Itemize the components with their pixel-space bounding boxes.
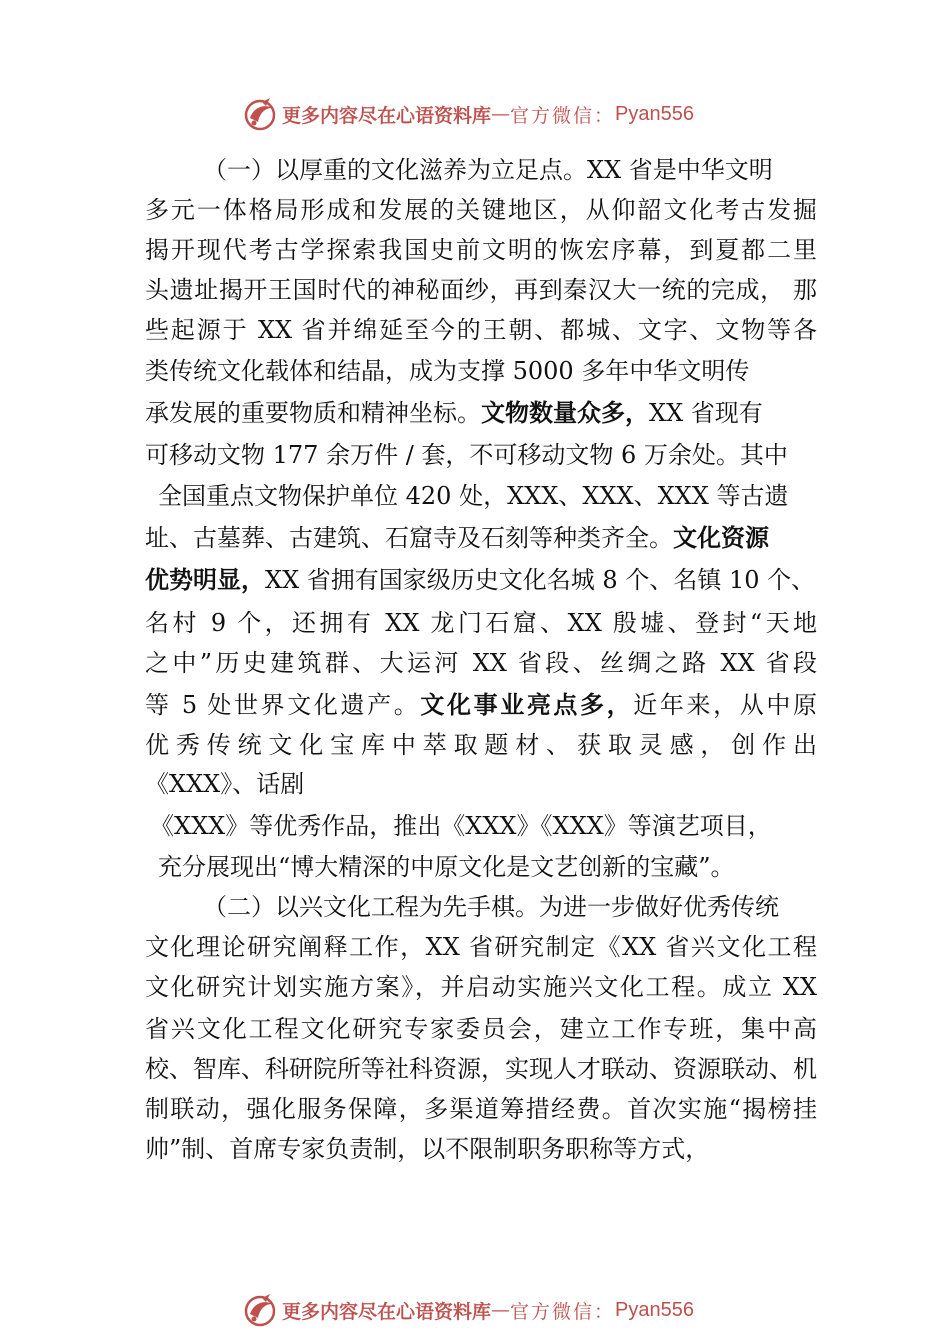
text-line: 优秀传统文化宝库中萃取题材、获取灵感，创作出	[145, 731, 817, 759]
text-line: 全国重点文物保护单位 420 处，XXX、XXX、XXX 等古遗	[158, 482, 789, 510]
text-run: 承发展的重要物质和精神坐标。	[145, 399, 481, 427]
text-line: （二）以兴文化工程为先手棋。为进一步做好优秀传统	[203, 893, 779, 921]
text-line: 文化理论研究阐释工作，XX 省研究制定《XX 省兴文化工程	[145, 933, 817, 961]
text-line: 之中”历史建筑群、大运河 XX 省段、丝绸之路 XX 省段	[145, 649, 817, 677]
text-line	[145, 398, 763, 430]
text-line: 《XXX》、话剧	[145, 770, 305, 798]
header-banner	[242, 94, 762, 134]
text-line: 制联动，强化服务保障，多渠道筹措经费。首次实施“揭榜挂	[145, 1095, 817, 1123]
text-line	[145, 690, 817, 722]
library-logo-icon	[242, 96, 278, 132]
banner-separator: —	[491, 1299, 511, 1321]
text-run: 址、古墓葬、古建筑、石窟寺及石刻等种类齐全。	[145, 524, 673, 552]
bold-heading: 文化资源	[673, 524, 769, 552]
bold-heading: 文物数量众多，	[481, 399, 649, 427]
text-line: 揭开现代考古学探索我国史前文明的恢宏序幕，到夏都二里	[145, 236, 817, 264]
text-run: XX 省现有	[649, 399, 763, 427]
banner-wechat-id: Pyan556	[615, 1298, 694, 1321]
text-line: 可移动文物 177 余万件 / 套，不可移动文物 6 万余处。其中	[145, 441, 788, 469]
text-line: 省兴文化工程文化研究专家委员会，建立工作专班，集中高	[145, 1015, 817, 1043]
text-line: 名村 9 个，还拥有 XX 龙门石窟、XX 殷墟、登封“天地	[145, 609, 817, 637]
text-line: 校、智库、科研院所等社科资源，实现人才联动、资源联动、机	[145, 1055, 817, 1083]
banner-separator: —	[491, 103, 511, 125]
banner-site-text: 更多内容尽在心语资料库	[282, 1300, 492, 1323]
banner-site-text: 更多内容尽在心语资料库	[282, 104, 492, 127]
text-line: 帅”制、首席专家负责制，以不限制职务职称等方式，	[145, 1135, 710, 1163]
banner-wechat-label: 官方微信：	[510, 1300, 616, 1323]
footer-banner	[242, 1290, 762, 1330]
bold-heading: 文化事业亮点多，	[420, 691, 634, 719]
text-line: 多元一体格局形成和发展的关键地区，从仰韶文化考古发掘	[145, 196, 817, 224]
text-line: 《XXX》等优秀作品，推出《XXX》《XXX》等演艺项目，	[150, 812, 772, 840]
text-run: XX 省拥有国家级历史文化名城 8 个、名镇 10 个、	[265, 566, 816, 594]
text-line	[145, 565, 815, 597]
text-line: 文化研究计划实施方案》，并启动实施兴文化工程。成立 XX	[145, 973, 817, 1001]
text-line: 头遗址揭开王国时代的神秘面纱，再到秦汉大一统的完成， 那	[145, 276, 817, 304]
banner-wechat-id: Pyan556	[615, 102, 694, 125]
text-line: 充分展现出“博大精深的中原文化是文艺创新的宝藏”。	[158, 853, 735, 881]
text-line: （一）以厚重的文化滋养为立足点。XX 省是中华文明	[203, 156, 773, 184]
text-line: 些起源于 XX 省并绵延至今的王朝、都城、文字、文物等各	[145, 316, 817, 344]
banner-wechat-label: 官方微信：	[510, 104, 616, 127]
text-line: 类传统文化载体和结晶，成为支撑 5000 多年中华文明传	[145, 357, 750, 385]
text-line	[145, 523, 769, 555]
bold-heading: 优势明显，	[145, 566, 265, 594]
text-run: 近年来，从中原	[633, 691, 818, 719]
text-run: 等 5 处世界文化遗产。	[145, 691, 421, 719]
library-logo-icon	[242, 1292, 278, 1328]
